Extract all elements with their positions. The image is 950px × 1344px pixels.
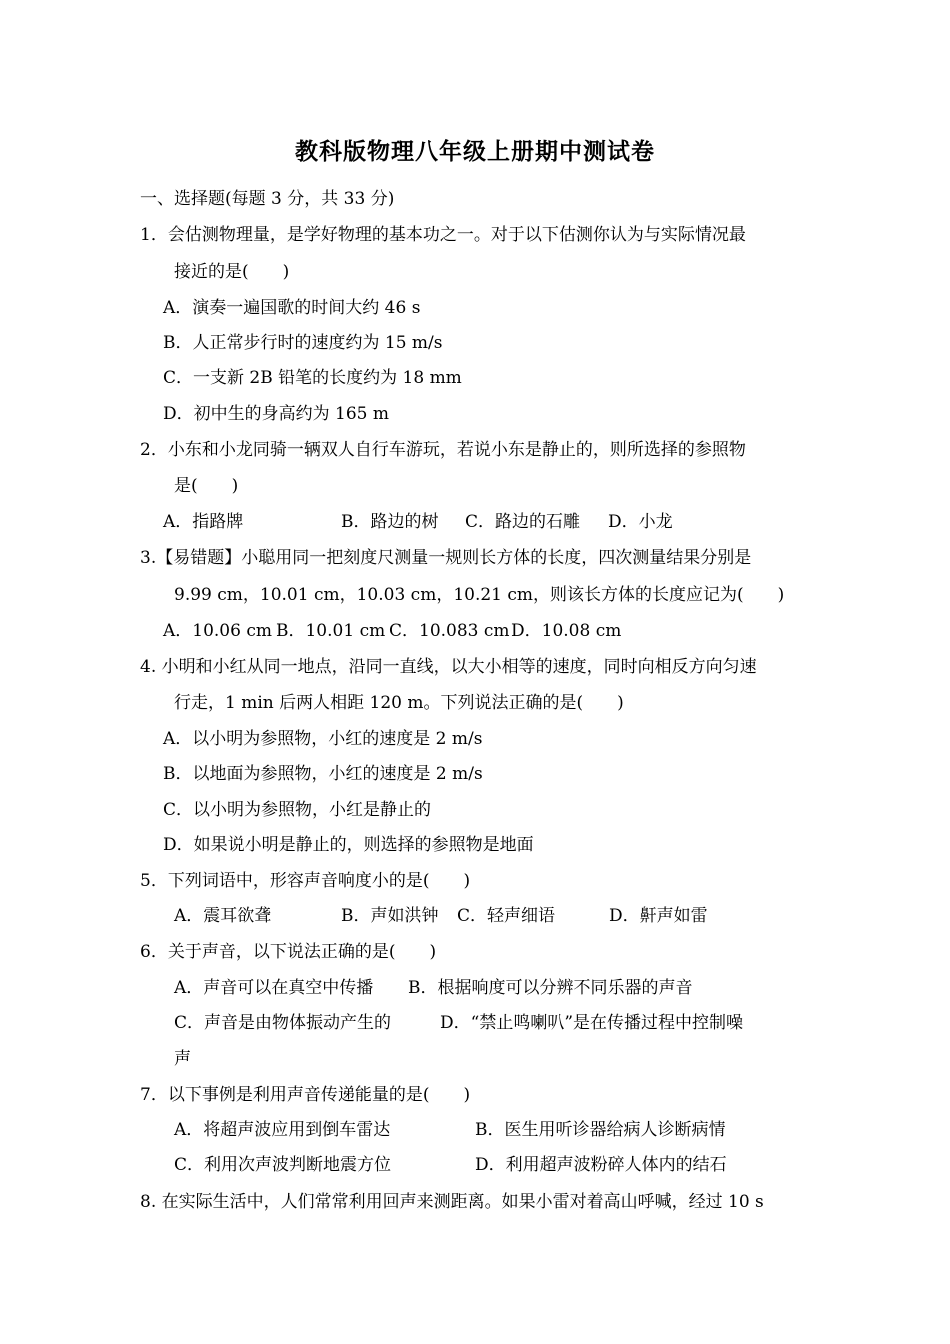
section-heading: 一、选择题(每题 3 分，共 33 分): [140, 189, 395, 209]
question-7-option-b: B．医生用听诊器给病人诊断病情: [475, 1120, 726, 1140]
question-6-stem: 6．关于声音，以下说法正确的是( ): [140, 942, 437, 962]
question-7-option-c: C．利用次声波判断地震方位: [174, 1155, 392, 1175]
question-5-option-c: C．轻声细语: [457, 906, 556, 926]
question-6-option-d-continued: 声: [174, 1049, 191, 1069]
question-3-option-c: C．10.083 cm: [389, 621, 510, 641]
question-6-option-a: A．声音可以在真空中传播: [174, 978, 374, 998]
question-2-stem-line-1: 2．小东和小龙同骑一辆双人自行车游玩，若说小东是静止的，则所选择的参照物: [140, 440, 746, 460]
question-5-option-b: B．声如洪钟: [341, 906, 439, 926]
question-8-stem: 8. 在实际生活中，人们常常利用回声来测距离。如果小雷对着高山呼喊，经过 10 s: [140, 1192, 764, 1212]
question-6-option-b: B．根据响度可以分辨不同乐器的声音: [408, 978, 693, 998]
question-7-option-a: A．将超声波应用到倒车雷达: [174, 1120, 391, 1140]
question-7-option-d: D．利用超声波粉碎人体内的结石: [475, 1155, 727, 1175]
question-6-option-d: D．“禁止鸣喇叭”是在传播过程中控制噪: [440, 1013, 744, 1033]
question-2-option-b: B．路边的树: [341, 512, 439, 532]
question-1-stem-line-2: 接近的是( ): [174, 262, 290, 282]
page-title: 教科版物理八年级上册期中测试卷: [295, 139, 655, 165]
question-7-stem: 7．以下事例是利用声音传递能量的是( ): [140, 1085, 471, 1105]
question-2-stem-line-2: 是( ): [174, 476, 239, 496]
question-4-option-b: B．以地面为参照物，小红的速度是 2 m/s: [163, 764, 483, 784]
question-2-option-a: A．指路牌: [163, 512, 244, 532]
question-3-option-a: A．10.06 cm: [163, 621, 272, 641]
question-4-stem-line-1: 4. 小明和小红从同一地点，沿同一直线，以大小相等的速度，同时向相反方向匀速: [140, 657, 757, 677]
question-3-option-b: B．10.01 cm: [276, 621, 386, 641]
question-4-option-c: C．以小明为参照物，小红是静止的: [163, 800, 432, 820]
question-4-stem-line-2: 行走，1 min 后两人相距 120 m。下列说法正确的是( ): [174, 693, 624, 713]
question-3-stem-line-2: 9.99 cm，10.01 cm，10.03 cm，10.21 cm，则该长方体的长度应记为( ): [174, 585, 785, 605]
question-2-option-c: C．路边的石雕: [465, 512, 581, 532]
question-5-option-a: A．震耳欲聋: [174, 906, 272, 926]
question-1-option-d: D．初中生的身高约为 165 m: [163, 404, 390, 424]
question-3-option-d: D．10.08 cm: [511, 621, 622, 641]
question-1-option-b: B．人正常步行时的速度约为 15 m/s: [163, 333, 443, 353]
question-2-option-d: D．小龙: [608, 512, 673, 532]
question-1-option-a: A．演奏一遍国歌的时间大约 46 s: [163, 298, 421, 318]
question-4-option-d: D．如果说小明是静止的，则选择的参照物是地面: [163, 835, 534, 855]
question-4-option-a: A．以小明为参照物，小红的速度是 2 m/s: [163, 729, 483, 749]
question-5-option-d: D．鼾声如雷: [609, 906, 708, 926]
question-5-stem: 5．下列词语中，形容声音响度小的是( ): [140, 871, 471, 891]
question-1-option-c: C．一支新 2B 铅笔的长度约为 18 mm: [163, 368, 462, 388]
question-3-stem-line-1: 3.【易错题】小聪用同一把刻度尺测量一规则长方体的长度，四次测量结果分别是: [140, 548, 752, 568]
question-1-stem-line-1: 1．会估测物理量，是学好物理的基本功之一。对于以下估测你认为与实际情况最: [140, 225, 746, 245]
question-6-option-c: C．声音是由物体振动产生的: [174, 1013, 392, 1033]
